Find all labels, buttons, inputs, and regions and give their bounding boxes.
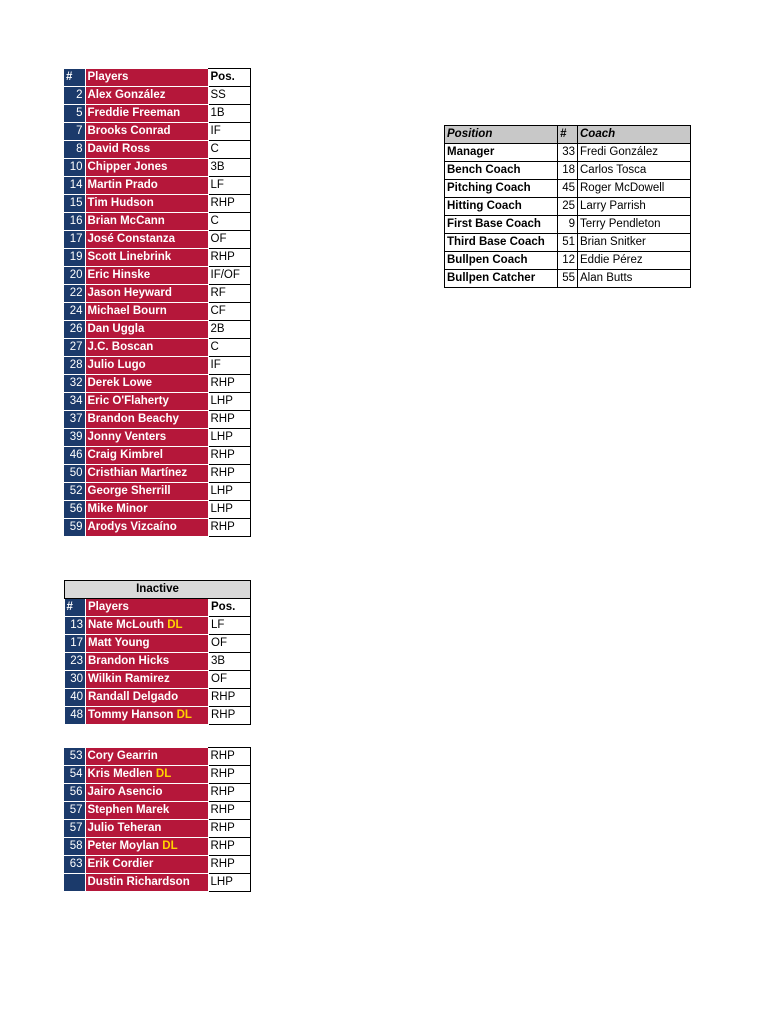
player-name-cell bbox=[85, 177, 208, 195]
inactive-roster-table bbox=[64, 580, 251, 725]
player-number: 34 bbox=[64, 393, 85, 411]
player-name-cell bbox=[85, 123, 208, 141]
inactive-roster-body bbox=[65, 617, 251, 725]
player-name: Peter Moylan bbox=[87, 840, 160, 852]
player-number: 56 bbox=[64, 501, 85, 519]
player-row bbox=[64, 339, 250, 357]
player-name-cell bbox=[85, 195, 208, 213]
player-name: J.C. Boscan bbox=[87, 341, 154, 353]
coach-number: 9 bbox=[558, 216, 578, 234]
player-name: Julio Teheran bbox=[87, 822, 162, 834]
disabled-list-badge: DL bbox=[167, 619, 183, 631]
reserve-roster-table bbox=[64, 747, 251, 892]
player-position: LF bbox=[209, 617, 251, 635]
player-number: 63 bbox=[64, 856, 85, 874]
player-row bbox=[64, 87, 250, 105]
reserve-roster-body bbox=[64, 748, 250, 892]
player-position: RHP bbox=[209, 707, 251, 725]
player-name-cell bbox=[85, 838, 208, 856]
player-name: Derek Lowe bbox=[87, 377, 153, 389]
player-name-cell bbox=[86, 689, 209, 707]
player-row bbox=[64, 447, 250, 465]
player-name: Alex González bbox=[87, 89, 166, 101]
player-position: LHP bbox=[208, 874, 250, 892]
active-roster-header bbox=[64, 69, 250, 87]
player-row bbox=[64, 838, 250, 856]
player-position: IF bbox=[208, 123, 250, 141]
player-row bbox=[64, 519, 250, 537]
player-number: 24 bbox=[64, 303, 85, 321]
player-row bbox=[64, 213, 250, 231]
player-position: RHP bbox=[208, 802, 250, 820]
player-row bbox=[65, 689, 251, 707]
player-name: David Ross bbox=[87, 143, 151, 155]
player-position: RHP bbox=[208, 447, 250, 465]
player-name-cell bbox=[85, 748, 208, 766]
player-name-cell bbox=[85, 820, 208, 838]
player-number: 17 bbox=[65, 635, 86, 653]
player-row bbox=[65, 617, 251, 635]
player-row bbox=[64, 784, 250, 802]
player-name-cell bbox=[86, 707, 209, 725]
player-name-cell bbox=[85, 87, 208, 105]
coach-number: 51 bbox=[558, 234, 578, 252]
player-name-cell bbox=[85, 784, 208, 802]
player-name-cell bbox=[85, 357, 208, 375]
player-row bbox=[64, 748, 250, 766]
player-position: 2B bbox=[208, 321, 250, 339]
player-number: 10 bbox=[64, 159, 85, 177]
player-number: 15 bbox=[64, 195, 85, 213]
coach-row bbox=[445, 180, 691, 198]
player-name-cell bbox=[85, 321, 208, 339]
player-number: 2 bbox=[64, 87, 85, 105]
player-name-cell bbox=[85, 159, 208, 177]
players-header: Players bbox=[85, 69, 208, 87]
coach-name: Brian Snitker bbox=[578, 234, 691, 252]
player-name: Michael Bourn bbox=[87, 305, 167, 317]
player-number: 7 bbox=[64, 123, 85, 141]
coach-number: 55 bbox=[558, 270, 578, 288]
player-position: RHP bbox=[208, 766, 250, 784]
player-name: Freddie Freeman bbox=[87, 107, 181, 119]
player-position: RHP bbox=[208, 465, 250, 483]
player-number: 14 bbox=[64, 177, 85, 195]
coach-name: Carlos Tosca bbox=[578, 162, 691, 180]
player-name: Eric O'Flaherty bbox=[87, 395, 169, 407]
player-position: LHP bbox=[208, 393, 250, 411]
player-position: RHP bbox=[209, 689, 251, 707]
player-number: 16 bbox=[64, 213, 85, 231]
player-name: Scott Linebrink bbox=[87, 251, 172, 263]
player-position: RHP bbox=[208, 856, 250, 874]
coach-name: Roger McDowell bbox=[578, 180, 691, 198]
player-name: George Sherrill bbox=[87, 485, 171, 497]
coach-position: Pitching Coach bbox=[445, 180, 558, 198]
player-row bbox=[64, 501, 250, 519]
player-number: 50 bbox=[64, 465, 85, 483]
player-number: 27 bbox=[64, 339, 85, 357]
player-position: RHP bbox=[208, 411, 250, 429]
player-row bbox=[64, 321, 250, 339]
coaching-staff-table bbox=[444, 125, 691, 288]
player-row bbox=[64, 267, 250, 285]
position-header: Pos. bbox=[209, 599, 251, 617]
player-row bbox=[64, 429, 250, 447]
player-name: Brandon Beachy bbox=[87, 413, 179, 425]
player-number: 22 bbox=[64, 285, 85, 303]
coach-number: 12 bbox=[558, 252, 578, 270]
coach-header: Coach bbox=[578, 126, 691, 144]
disabled-list-badge: DL bbox=[162, 840, 178, 852]
player-number: 13 bbox=[65, 617, 86, 635]
player-name-cell bbox=[85, 411, 208, 429]
player-position: 3B bbox=[208, 159, 250, 177]
coach-row bbox=[445, 252, 691, 270]
player-number: 5 bbox=[64, 105, 85, 123]
coach-number: 18 bbox=[558, 162, 578, 180]
number-header: # bbox=[64, 69, 85, 87]
coaching-staff-header bbox=[445, 126, 691, 144]
player-position: C bbox=[208, 141, 250, 159]
player-name: Erik Cordier bbox=[87, 858, 154, 870]
player-number: 30 bbox=[65, 671, 86, 689]
player-number: 37 bbox=[64, 411, 85, 429]
player-number: 54 bbox=[64, 766, 85, 784]
coach-position: Bullpen Catcher bbox=[445, 270, 558, 288]
player-row bbox=[64, 285, 250, 303]
player-number: 40 bbox=[65, 689, 86, 707]
player-name: Brian McCann bbox=[87, 215, 165, 227]
coach-row bbox=[445, 198, 691, 216]
coach-name: Alan Butts bbox=[578, 270, 691, 288]
coach-row bbox=[445, 162, 691, 180]
player-position: RHP bbox=[208, 375, 250, 393]
player-name: Tim Hudson bbox=[87, 197, 154, 209]
player-number: 28 bbox=[64, 357, 85, 375]
player-row bbox=[64, 802, 250, 820]
inactive-title: Inactive bbox=[65, 581, 251, 599]
player-name: Julio Lugo bbox=[87, 359, 146, 371]
active-roster-body bbox=[64, 87, 250, 537]
player-row bbox=[65, 635, 251, 653]
player-name-cell bbox=[86, 635, 209, 653]
player-name-cell bbox=[85, 856, 208, 874]
player-row bbox=[64, 249, 250, 267]
player-row bbox=[64, 177, 250, 195]
player-name: Jairo Asencio bbox=[87, 786, 163, 798]
player-row bbox=[65, 653, 251, 671]
player-number bbox=[64, 874, 85, 892]
player-name-cell bbox=[85, 519, 208, 537]
inactive-roster-header bbox=[65, 599, 251, 617]
player-number: 32 bbox=[64, 375, 85, 393]
player-row bbox=[64, 393, 250, 411]
player-name: Brooks Conrad bbox=[87, 125, 171, 137]
player-name: Jason Heyward bbox=[87, 287, 172, 299]
player-name-cell bbox=[85, 375, 208, 393]
coach-number: 33 bbox=[558, 144, 578, 162]
player-name: Arodys Vizcaíno bbox=[87, 521, 177, 533]
player-name: Eric Hinske bbox=[87, 269, 151, 281]
coach-name: Terry Pendleton bbox=[578, 216, 691, 234]
coach-position: First Base Coach bbox=[445, 216, 558, 234]
player-number: 56 bbox=[64, 784, 85, 802]
player-name: Jonny Venters bbox=[87, 431, 167, 443]
player-name: Mike Minor bbox=[87, 503, 148, 515]
player-name: Brandon Hicks bbox=[88, 655, 170, 667]
player-row bbox=[64, 465, 250, 483]
player-name-cell bbox=[85, 465, 208, 483]
player-position: RHP bbox=[208, 748, 250, 766]
coach-row bbox=[445, 270, 691, 288]
player-row bbox=[64, 483, 250, 501]
player-position: LHP bbox=[208, 429, 250, 447]
player-name: Cristhian Martínez bbox=[87, 467, 188, 479]
player-name-cell bbox=[85, 231, 208, 249]
player-number: 26 bbox=[64, 321, 85, 339]
player-position: RF bbox=[208, 285, 250, 303]
player-number: 57 bbox=[64, 820, 85, 838]
disabled-list-badge: DL bbox=[155, 768, 172, 780]
player-position: SS bbox=[208, 87, 250, 105]
coaching-staff-body bbox=[445, 144, 691, 288]
player-row bbox=[64, 303, 250, 321]
player-name-cell bbox=[85, 429, 208, 447]
player-number: 23 bbox=[65, 653, 86, 671]
coach-position: Manager bbox=[445, 144, 558, 162]
player-row bbox=[64, 231, 250, 249]
player-name-cell bbox=[85, 802, 208, 820]
player-name-cell bbox=[85, 447, 208, 465]
player-position: IF/OF bbox=[208, 267, 250, 285]
player-position: LF bbox=[208, 177, 250, 195]
player-name: Tommy Hanson bbox=[88, 709, 174, 721]
player-name: Randall Delgado bbox=[88, 691, 179, 703]
player-name-cell bbox=[85, 213, 208, 231]
player-row bbox=[64, 195, 250, 213]
player-number: 19 bbox=[64, 249, 85, 267]
player-row bbox=[64, 141, 250, 159]
position-header: Position bbox=[445, 126, 558, 144]
player-name-cell bbox=[85, 267, 208, 285]
coach-name: Eddie Pérez bbox=[578, 252, 691, 270]
player-position: OF bbox=[209, 635, 251, 653]
player-name-cell bbox=[85, 766, 208, 784]
player-number: 17 bbox=[64, 231, 85, 249]
player-name: Dustin Richardson bbox=[87, 876, 190, 888]
player-position: C bbox=[208, 339, 250, 357]
player-name: Wilkin Ramirez bbox=[88, 673, 170, 685]
disabled-list-badge: DL bbox=[176, 709, 192, 721]
player-position: LHP bbox=[208, 483, 250, 501]
coach-position: Hitting Coach bbox=[445, 198, 558, 216]
player-row bbox=[65, 671, 251, 689]
player-name-cell bbox=[85, 874, 208, 892]
player-number: 48 bbox=[65, 707, 86, 725]
player-name: Kris Medlen bbox=[87, 768, 153, 780]
coach-position: Bench Coach bbox=[445, 162, 558, 180]
player-name: José Constanza bbox=[87, 233, 176, 245]
player-name-cell bbox=[86, 617, 209, 635]
number-header: # bbox=[65, 599, 86, 617]
active-roster-table bbox=[64, 68, 251, 537]
player-position: RHP bbox=[208, 249, 250, 267]
player-name-cell bbox=[85, 501, 208, 519]
player-row bbox=[64, 375, 250, 393]
player-row bbox=[64, 766, 250, 784]
player-name-cell bbox=[85, 285, 208, 303]
player-name-cell bbox=[85, 483, 208, 501]
player-name: Dan Uggla bbox=[87, 323, 145, 335]
player-number: 58 bbox=[64, 838, 85, 856]
player-position: 3B bbox=[209, 653, 251, 671]
coach-row bbox=[445, 144, 691, 162]
player-row bbox=[64, 856, 250, 874]
player-name-cell bbox=[85, 141, 208, 159]
player-position: IF bbox=[208, 357, 250, 375]
player-row bbox=[64, 357, 250, 375]
player-number: 8 bbox=[64, 141, 85, 159]
player-name-cell bbox=[85, 393, 208, 411]
player-number: 53 bbox=[64, 748, 85, 766]
player-number: 57 bbox=[64, 802, 85, 820]
player-name-cell bbox=[85, 339, 208, 357]
position-header: Pos. bbox=[208, 69, 250, 87]
number-header: # bbox=[558, 126, 578, 144]
coach-number: 25 bbox=[558, 198, 578, 216]
player-number: 20 bbox=[64, 267, 85, 285]
player-position: RHP bbox=[208, 784, 250, 802]
coach-row bbox=[445, 234, 691, 252]
player-row bbox=[65, 707, 251, 725]
player-name-cell bbox=[85, 303, 208, 321]
player-row bbox=[64, 874, 250, 892]
player-position: C bbox=[208, 213, 250, 231]
player-position: RHP bbox=[208, 820, 250, 838]
player-name: Martin Prado bbox=[87, 179, 158, 191]
player-name-cell bbox=[85, 105, 208, 123]
player-position: 1B bbox=[208, 105, 250, 123]
player-number: 39 bbox=[64, 429, 85, 447]
coach-position: Third Base Coach bbox=[445, 234, 558, 252]
player-position: LHP bbox=[208, 501, 250, 519]
player-position: RHP bbox=[208, 195, 250, 213]
player-name-cell bbox=[85, 249, 208, 267]
player-row bbox=[64, 105, 250, 123]
player-position: OF bbox=[209, 671, 251, 689]
player-row bbox=[64, 820, 250, 838]
player-name: Matt Young bbox=[88, 637, 150, 649]
coach-row bbox=[445, 216, 691, 234]
players-header: Players bbox=[86, 599, 209, 617]
coach-name: Larry Parrish bbox=[578, 198, 691, 216]
player-position: OF bbox=[208, 231, 250, 249]
player-name: Stephen Marek bbox=[87, 804, 170, 816]
player-name-cell bbox=[86, 653, 209, 671]
coach-number: 45 bbox=[558, 180, 578, 198]
player-position: RHP bbox=[208, 519, 250, 537]
coach-position: Bullpen Coach bbox=[445, 252, 558, 270]
player-number: 46 bbox=[64, 447, 85, 465]
player-name-cell bbox=[86, 671, 209, 689]
player-row bbox=[64, 123, 250, 141]
player-position: RHP bbox=[208, 838, 250, 856]
coach-name: Fredi González bbox=[578, 144, 691, 162]
player-name: Nate McLouth bbox=[88, 619, 165, 631]
player-name: Chipper Jones bbox=[87, 161, 168, 173]
player-name: Cory Gearrin bbox=[87, 749, 158, 762]
player-row bbox=[64, 411, 250, 429]
player-number: 59 bbox=[64, 519, 85, 537]
player-number: 52 bbox=[64, 483, 85, 501]
player-row bbox=[64, 159, 250, 177]
player-position: CF bbox=[208, 303, 250, 321]
player-name: Craig Kimbrel bbox=[87, 449, 163, 461]
